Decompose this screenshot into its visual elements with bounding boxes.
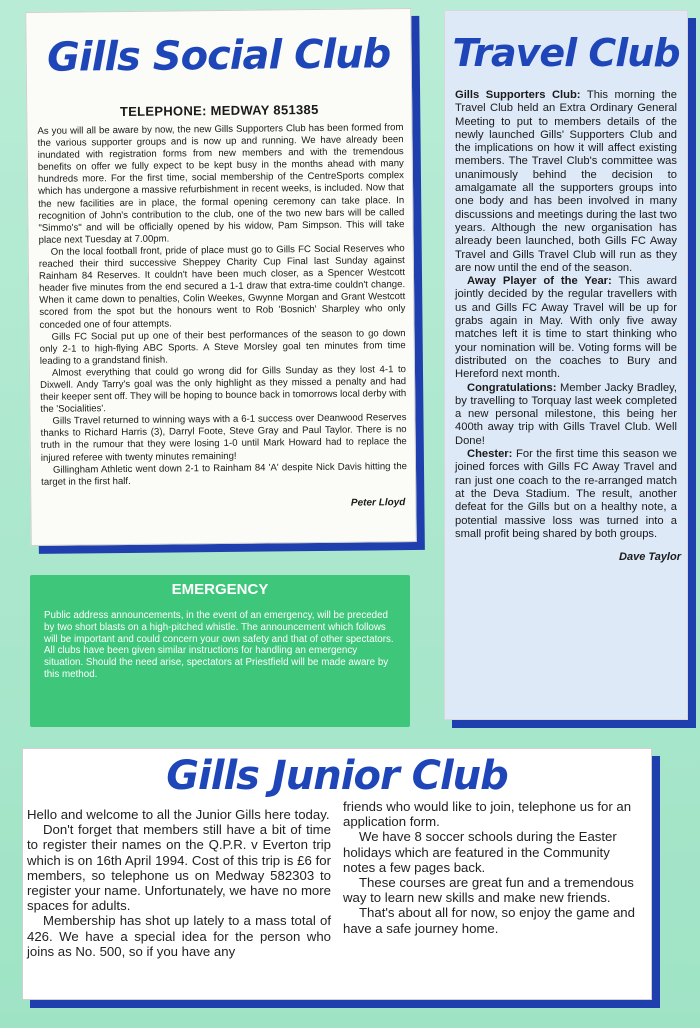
junior-paragraph: That's about all for now, so enjoy the game and have a safe journey home.: [343, 905, 635, 936]
travel-section-text: This award jointly decided by the regular travellers with us and Gills FC Away Travel will be up for grabs again in May. With only five away matches left it is time to start thinking who your nomination will be. Voting forms will be distributed on the coaches to Bury and Hereford next month.: [455, 275, 677, 381]
junior-right-column: [343, 799, 643, 936]
travel-club-signature: Dave Taylor: [619, 551, 681, 564]
travel-section-text: This morning the Travel Club held an Extra Ordinary General Meeting to put to members details of the newly launched Gills' Supporters Club and the implications on how it will affect existing members. The Travel Club's committee was unanimously behind the decision to amalgamate all the supporters groups into one body and has been involved in many discussions and meetings during the last two years. Although the new organisation has already been launched, both Gills FC Away Travel and Gills Travel Club will run as they are now until the end of the season.: [455, 89, 678, 274]
junior-club-title: Gills Junior Club: [166, 753, 508, 799]
travel-club-title: Travel Club: [452, 31, 680, 75]
emergency-title: EMERGENCY: [171, 581, 269, 598]
junior-left-column: [27, 807, 331, 959]
travel-section: [455, 382, 677, 448]
emergency-panel: [30, 575, 410, 727]
social-paragraph: As you will all be aware by now, the new Gills Supporters Club has been formed from the various supporter groups and is now up and running. We have already been inundated with registration forms from new members and with the tremendous benefits on offer we fully expect to be kept busy in the months ahead with many hundreds more. For the first time, social membership of the CentreSports complex which has undergone a massive refurbishment in recent weeks, is included. Now that the new facilities are in place, the formal opening ceremony can take place. In recognition of John's contribution to the club, one of the two new bars will be called "Simmo's" and will be officially opened by his widow, Pam Simpson. This will take place next Tuesday at 7.00pm.: [37, 122, 405, 246]
social-club-body: [27, 122, 415, 489]
travel-section: [455, 89, 677, 275]
travel-club-body: [445, 89, 687, 541]
travel-section: [455, 275, 677, 381]
travel-section-heading: Congratulations:: [467, 381, 557, 394]
social-paragraph: On the local football front, pride of place must go to Gills FC Social Reserves who reached their third successive Sheppey Charity Cup Final last Sunday against Rainham 84 Reserves. It couldn't have been much closer, as a Spencer Westcott header five minutes from the end secured a 1-1 draw that extra-time couldn't change. When it came down to penalties, Colin Weekes, Gwynne Morgan and Grant Westcott scored from the spot but the honours went to Rob 'Bosnich' Sharpley who only conceded one of four attempts.: [38, 243, 406, 331]
social-paragraph: Gills FC Social put up one of their best performances of the season to go down only 2-1 to high-flying ABC Sports. A Steve Morsley goal ten minutes from time leading to a grandstand finish.: [39, 327, 406, 367]
travel-section-text: For the first time this season we joined forces with Gills FC Away Travel and ran just one coach to the re-arranged match at the Deva Stadium. The result, another defeat for the Gills but on a healthy note, a potential massive loss was turned into a small profit being shared by both groups.: [455, 448, 677, 540]
social-club-panel: [25, 8, 417, 546]
social-paragraph: Gillingham Athletic went down 2-1 to Rainham 84 'A' despite Nick Davis hitting the target in the first half.: [41, 460, 408, 488]
travel-section: [455, 448, 677, 541]
travel-section-heading: Away Player of the Year:: [467, 275, 612, 288]
junior-paragraph: Hello and welcome to all the Junior Gills here today.: [27, 807, 330, 822]
travel-section-text: Member Jacky Bradley, by travelling to Torquay last week completed a new personal milestone, this being her 400th away trip with Gills Travel Club. Well Done!: [455, 381, 677, 447]
travel-club-panel: [444, 10, 688, 720]
social-club-title: Gills Social Club: [46, 31, 391, 81]
social-club-telephone: TELEPHONE: MEDWAY 851385: [119, 101, 319, 120]
junior-paragraph: Membership has shot up lately to a mass total of 426. We have a special idea for the person who joins as No. 500, so if you have any: [27, 913, 331, 959]
junior-paragraph: These courses are great fun and a tremendous way to learn new skills and make new friends.: [343, 875, 634, 906]
junior-paragraph: Don't forget that members still have a bit of time to register their names on the Q.P.R. v Everton trip which is on 16th April 1994. Cost of this trip is £6 for members, so telephone us on Medway 582303 to register your name. Unfortunately, we have no more spaces for adults.: [27, 822, 331, 914]
travel-section-heading: Gills Supporters Club:: [455, 89, 581, 101]
social-paragraph: Almost everything that could go wrong did for Gills Sunday as they lost 4-1 to Dixwell. Andy Tarry's goal was the only highlight as they missed a penalty and had their keeper sent off. They will be hoping to bounce back in tomorrows local derby with the 'Socialities'.: [40, 363, 407, 416]
social-club-signature: Peter Lloyd: [350, 496, 406, 509]
junior-club-panel: [22, 748, 652, 1000]
emergency-text: Public address announcements, in the event of an emergency, will be preceded by two short blasts on a high-pitched whistle. The announcement which follows will be important and could concern your own safety and that of other spectators. All clubs have been given similar instructions for handling an emergency situation. Should the need arise, spectators at Priestfield will be made aware by this method.: [44, 610, 394, 680]
junior-paragraph: friends who would like to join, telephone us for an application form.: [343, 799, 632, 830]
social-paragraph: Gills Travel returned to winning ways with a 6-1 success over Deanwood Reserves thanks to Richard Harris (3), Darryl Foote, Steve Gray and Paul Taylor. There is no truth in the rumour that they were losing 1-0 until Mark Howard had to replace the injured referee with twenty minutes remaining!: [40, 412, 407, 464]
travel-section-heading: Chester:: [467, 448, 513, 461]
junior-paragraph: We have 8 soccer schools during the Easter holidays which are featured in the Community notes a few pages back.: [343, 829, 617, 875]
